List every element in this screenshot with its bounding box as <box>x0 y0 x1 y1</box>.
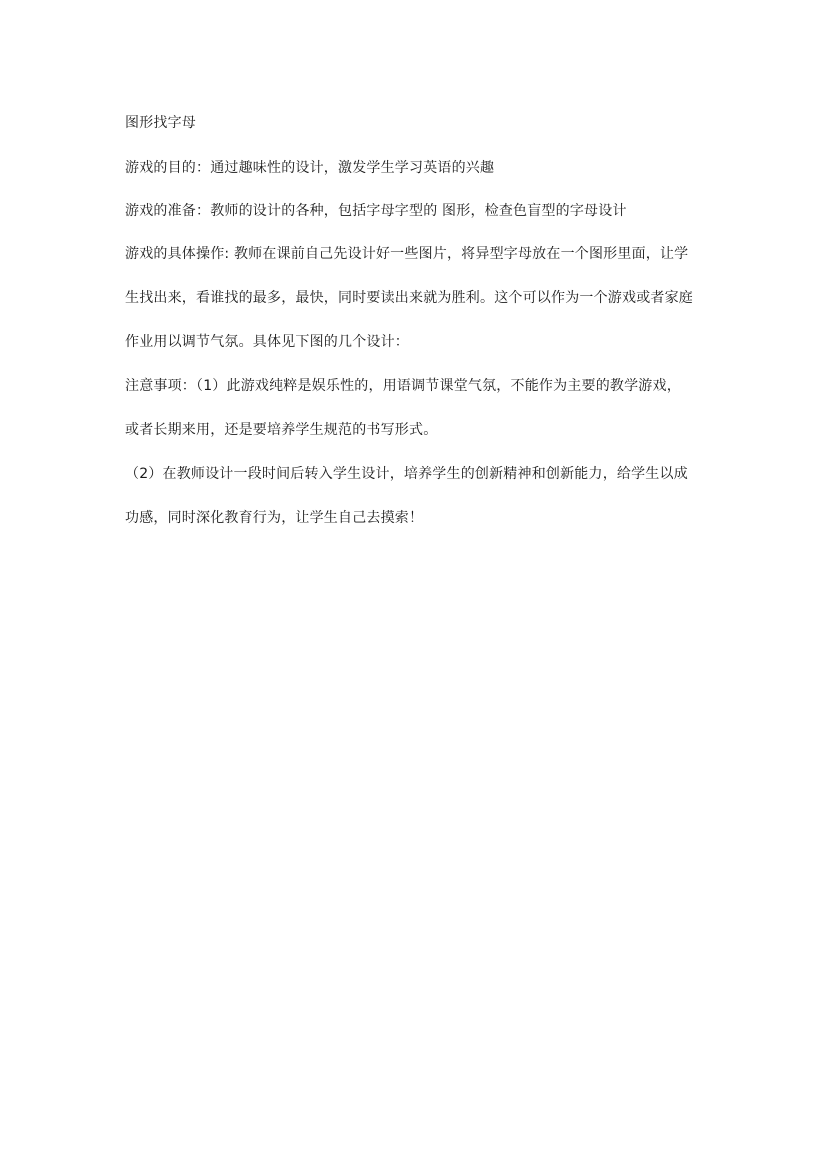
document-body <box>125 113 715 528</box>
text-line-notes-cont: 或者长期来用，还是要培养学生规范的书写形式。 <box>125 422 438 438</box>
text-line-note-2-cont: 功感，同时深化教育行为，让学生自己去摸索！ <box>125 510 424 526</box>
text-line-operation-cont: 生找出来，看谁找的最多，最快，同时要读出来就为胜利。这个可以作为一个游戏或者家庭 <box>125 290 693 306</box>
text-line-notes: 注意事项：（1）此游戏纯粹是娱乐性的，用语调节课堂气氛，不能作为主要的教学游戏， <box>125 378 681 394</box>
document-title: 图形找字母 <box>125 115 196 131</box>
text-line-preparation: 游戏的准备：教师的设计的各种，包括字母字型的 图形，检查色盲型的字母设计 <box>125 203 627 219</box>
text-line-operation-end: 作业用以调节气氛。具体见下图的几个设计： <box>125 334 409 350</box>
text-line-purpose: 游戏的目的：通过趣味性的设计，激发学生学习英语的兴趣 <box>125 160 495 176</box>
text-line-operation: 游戏的具体操作: 教师在课前自己先设计好一些图片，将异型字母放在一个图形里面，让学 <box>125 246 689 262</box>
text-line-note-2: （2）在教师设计一段时间后转入学生设计，培养学生的创新精神和创新能力，给学生以成 <box>125 466 688 482</box>
